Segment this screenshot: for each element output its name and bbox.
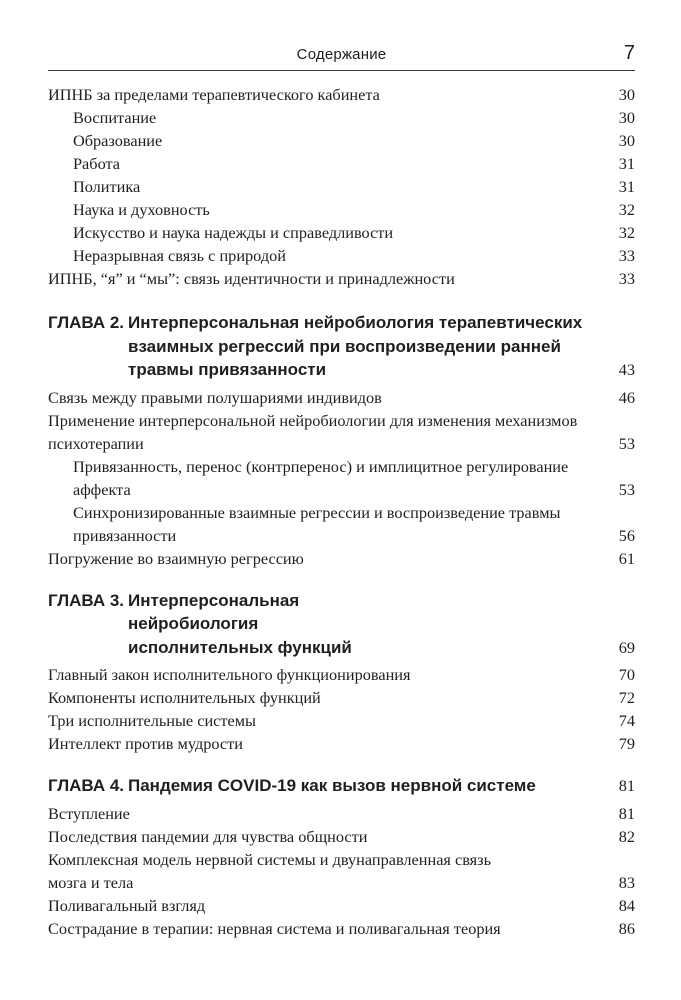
toc-entry-page: 56 bbox=[618, 525, 635, 545]
toc-entry-text: ИПНБ, “я” и “мы”: связь идентичности и принадлежности bbox=[48, 269, 455, 288]
toc-entry-text: ИПНБ за пределами терапевтического кабинета bbox=[48, 85, 380, 104]
toc-entry-page: 53 bbox=[618, 433, 635, 453]
chapter-page: 81 bbox=[618, 776, 635, 795]
toc-entry bbox=[48, 709, 635, 732]
toc-entry-page: 74 bbox=[618, 711, 635, 730]
toc-entry-page: 32 bbox=[618, 200, 635, 219]
toc-entry-text: Комплексная модель нервной системы и двунаправленная связь мозга и тела bbox=[48, 849, 492, 892]
toc-entry-page: 61 bbox=[618, 548, 635, 568]
toc-entry-text: Применение интерперсональной нейробиологии для изменения механизмов психотерапии bbox=[48, 410, 578, 453]
toc-entry-page: 81 bbox=[618, 803, 635, 823]
toc-entry-page: 72 bbox=[618, 688, 635, 707]
toc-entry-text: Интеллект против мудрости bbox=[48, 734, 243, 753]
toc-entry-text: Наука и духовность bbox=[73, 200, 210, 219]
toc-entry bbox=[48, 917, 635, 940]
toc-entry-text: Искусство и наука надежды и справедливости bbox=[73, 223, 394, 242]
toc-entry-page: 31 bbox=[618, 177, 635, 196]
chapter-page: 43 bbox=[618, 360, 635, 379]
toc-entry bbox=[48, 686, 635, 709]
toc-entry bbox=[48, 83, 635, 106]
toc-entry-text: Воспитание bbox=[73, 108, 157, 127]
toc-entry-text: Работа bbox=[73, 154, 121, 173]
chapter-heading bbox=[48, 774, 635, 798]
toc-subentry bbox=[48, 175, 635, 198]
toc-entry bbox=[48, 732, 635, 755]
toc-entry-page: 31 bbox=[618, 154, 635, 173]
chapter-title: Интерперсональная нейробиология терапевтических взаимных регрессий при воспроизведении ранней травмы привязанности bbox=[128, 313, 583, 379]
toc-entry-page: 33 bbox=[618, 246, 635, 265]
chapter-page: 69 bbox=[618, 637, 635, 657]
toc-entry-text: Главный закон исполнительного функционирования bbox=[48, 665, 411, 684]
chapter-label: ГЛАВА 2. bbox=[48, 313, 125, 332]
table-of-contents bbox=[48, 83, 635, 940]
toc-entry-text: Синхронизированные взаимные регрессии и воспроизведение травмы привязанности bbox=[73, 502, 561, 545]
toc-entry bbox=[48, 802, 635, 825]
toc-entry-text: Погружение во взаимную регрессию bbox=[48, 548, 304, 568]
chapter-title: Интерперсональная нейробиология исполнительных функций bbox=[128, 590, 352, 657]
toc-subentry bbox=[48, 198, 635, 221]
chapter-title: Пандемия COVID-19 как вызов нервной системе bbox=[128, 776, 536, 795]
toc-entry-page: 46 bbox=[618, 387, 635, 407]
toc-entry-page: 79 bbox=[618, 734, 635, 753]
chapter-heading bbox=[48, 311, 635, 382]
toc-entry-text: Неразрывная связь с природой bbox=[73, 246, 286, 265]
chapter-label: ГЛАВА 4. bbox=[48, 776, 125, 795]
toc-entry bbox=[48, 825, 635, 848]
running-head bbox=[48, 42, 635, 70]
toc-entry-text: Вступление bbox=[48, 803, 130, 823]
toc-entry-page: 32 bbox=[618, 223, 635, 242]
chapter-heading bbox=[48, 589, 635, 660]
toc-entry-page: 53 bbox=[618, 479, 635, 499]
running-title: Содержание bbox=[296, 46, 387, 63]
toc-entry-text: Политика bbox=[73, 177, 141, 196]
toc-entry bbox=[48, 663, 635, 686]
toc-entry-page: 30 bbox=[618, 108, 635, 127]
toc-entry bbox=[48, 409, 635, 455]
toc-subentry bbox=[48, 221, 635, 244]
toc-entry-text: Компоненты исполнительных функций bbox=[48, 688, 321, 707]
toc-entry-page: 84 bbox=[618, 895, 635, 915]
toc-entry-text: Последствия пандемии для чувства общности bbox=[48, 826, 368, 846]
toc-entry-text: Связь между правыми полушариями индивидов bbox=[48, 387, 382, 407]
page-number: 7 bbox=[623, 42, 635, 64]
toc-entry bbox=[48, 848, 635, 894]
toc-entry bbox=[48, 386, 635, 409]
toc-subentry bbox=[48, 501, 635, 547]
toc-entry-page: 30 bbox=[618, 131, 635, 150]
toc-entry-page: 83 bbox=[618, 872, 635, 892]
toc-entry bbox=[48, 547, 635, 570]
toc-subentry bbox=[48, 244, 635, 267]
toc-subentry bbox=[48, 129, 635, 152]
toc-entry-text: Сострадание в терапии: нервная система и поливагальная теория bbox=[48, 918, 501, 938]
toc-entry bbox=[48, 894, 635, 917]
toc-subentry bbox=[48, 106, 635, 129]
toc-entry-page: 86 bbox=[618, 918, 635, 938]
toc-subentry bbox=[48, 455, 635, 501]
toc-entry bbox=[48, 267, 635, 290]
toc-subentry bbox=[48, 152, 635, 175]
chapter-label: ГЛАВА 3. bbox=[48, 590, 125, 610]
toc-entry-page: 30 bbox=[618, 85, 635, 104]
toc-entry-text: Образование bbox=[73, 131, 163, 150]
toc-entry-page: 33 bbox=[618, 269, 635, 288]
toc-entry-text: Три исполнительные системы bbox=[48, 711, 256, 730]
header-rule bbox=[48, 70, 635, 71]
toc-entry-page: 70 bbox=[618, 665, 635, 684]
toc-entry-text: Привязанность, перенос (контрперенос) и имплицитное регулирование аффекта bbox=[73, 456, 569, 499]
toc-entry-page: 82 bbox=[618, 826, 635, 846]
toc-entry-text: Поливагальный взгляд bbox=[48, 895, 206, 915]
